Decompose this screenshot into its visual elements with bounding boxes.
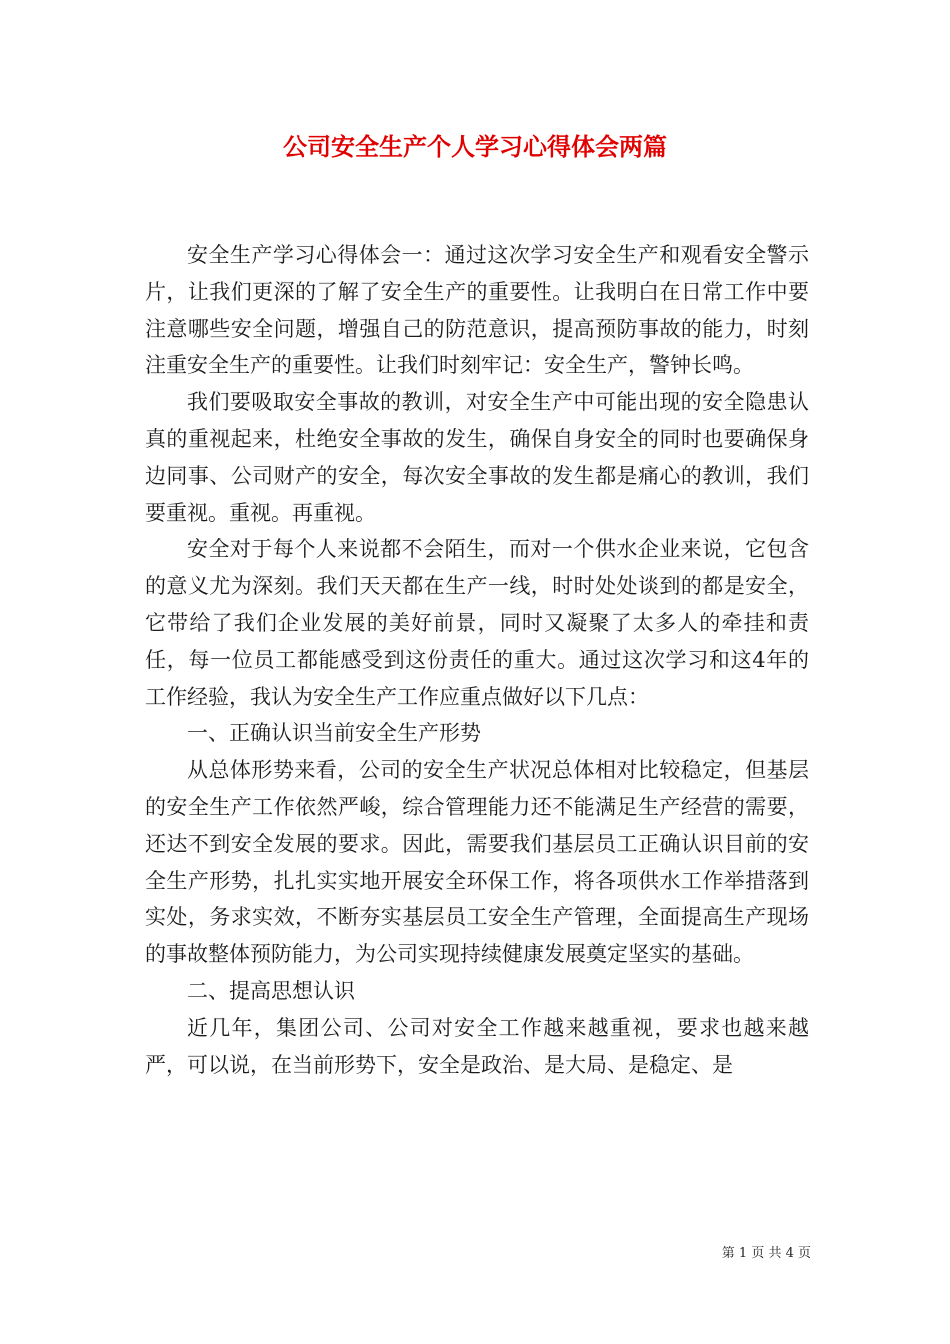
document-title: 公司安全生产个人学习心得体会两篇 (283, 132, 667, 161)
page-number-footer: 第 1 页 共 4 页 (721, 1246, 811, 1261)
paragraph-3: 安全对于每个人来说都不会陌生，而对一个供水企业来说，它包含的意义尤为深刻。我们天天都在生产一线，时时处处谈到的都是安全，它带给了我们企业发展的美好前景，同时又凝聚了太多人的牵挂和责任，每一位员工都能感受到这份责任的重大。通过这次学习和这4年的工作经验，我认为安全生产工作应重点做好以下几点： (145, 537, 809, 709)
paragraph-5: 近几年，集团公司、公司对安全工作越来越重视，要求也越来越严，可以说，在当前形势下，安全是政治、是大局、是稳定、是 (145, 1015, 809, 1077)
section-heading-1: 一、正确认识当前安全生产形势 (187, 721, 481, 746)
paragraph-4: 从总体形势来看，公司的安全生产状况总体相对比较稳定，但基层的安全生产工作依然严峻，综合管理能力还不能满足生产经营的需要，还达不到安全发展的要求。因此，需要我们基层员工正确认识目前的安全生产形势，扎扎实实地开展安全环保工作，将各项供水工作举措落到实处，务求实效，不断夯实基层员工安全生产管理，全面提高生产现场的事故整体预防能力，为公司实现持续健康发展奠定坚实的基础。 (145, 758, 809, 967)
paragraph-1: 安全生产学习心得体会一：通过这次学习安全生产和观看安全警示片，让我们更深的了解了安全生产的重要性。让我明白在日常工作中要注意哪些安全问题，增强自己的防范意识，提高预防事故的能力，时刻注重安全生产的重要性。让我们时刻牢记：安全生产，警钟长鸣。 (145, 243, 809, 378)
section-heading-2: 二、提高思想认识 (187, 978, 355, 1003)
document-body (145, 237, 809, 1083)
paragraph-2: 我们要吸取安全事故的教训，对安全生产中可能出现的安全隐患认真的重视起来，杜绝安全事故的发生，确保自身安全的同时也要确保身边同事、公司财产的安全，每次安全事故的发生都是痛心的教训，我们要重视。重视。再重视。 (145, 390, 809, 525)
